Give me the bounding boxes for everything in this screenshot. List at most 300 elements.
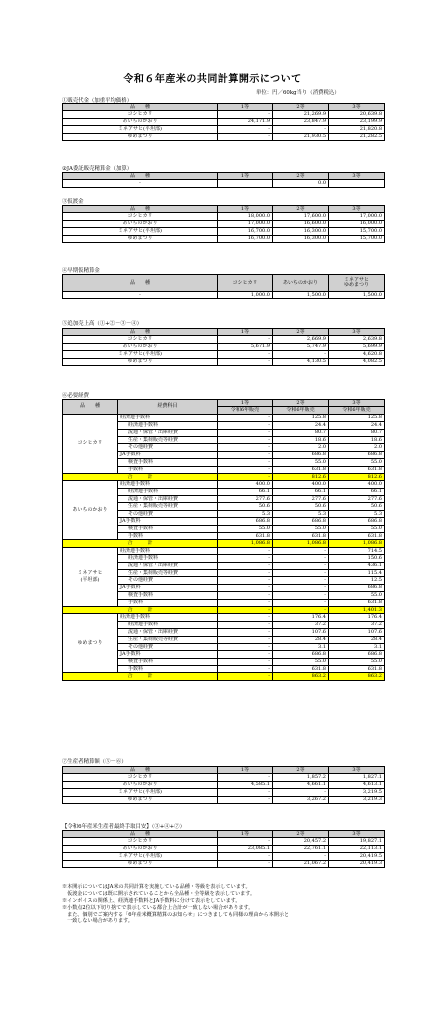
table-cell: 4,620.8 [329,351,385,358]
table-cell: - [218,673,273,680]
table-cell: - [273,569,329,576]
table-cell: - [218,599,273,606]
variety-name: コシヒカリ [63,838,218,845]
table-cell: 16,000.0 [329,220,385,227]
expense-item: 手数料 [118,599,218,606]
table-cell: - [218,569,273,576]
header-hinshu: 品 種 [63,173,218,180]
header-sub: 令和6年販売 [273,407,329,414]
variety-name-subtext: (平坦部) [80,576,100,583]
table-cell: 4,661.1 [273,781,329,788]
table-cell: 55.0 [273,459,329,466]
final-income-table [62,830,385,868]
expense-item: 手数料 [118,466,218,473]
variety-name [63,481,118,540]
table-cell: - [218,436,273,443]
expense-item: JA手数料 [118,518,218,525]
table-cell: - [218,414,273,421]
table-cell: 55.0 [329,459,385,466]
expense-item: 経済連手数料 [118,481,218,488]
table-cell: 863.2 [273,673,329,680]
table-cell: 28.4 [329,636,385,643]
table-cell: 631.8 [329,533,385,540]
table-cell: - [218,133,273,140]
ja-settlement-table [62,172,385,188]
table-row [63,796,385,803]
table-cell: 686.8 [329,451,385,458]
table-cell: 1,827.1 [329,774,385,781]
expense-item: 手数料 [118,666,218,673]
section-title: ⑥必要経費 [62,393,89,399]
section-title: ⑤追加売上高（①+②－③－④） [62,321,142,327]
table-row [63,126,385,133]
table-cell: 16,300.0 [273,235,329,242]
table-cell: 5.3 [218,510,273,517]
table-row [63,414,385,421]
table-cell: 55.0 [273,525,329,532]
table-cell: 400.0 [329,481,385,488]
unit-note: 単位：円／60kg当り（消費税込） [256,90,340,96]
table-row [63,213,385,220]
table-cell: 150.6 [329,555,385,562]
expense-item: その他経費 [118,643,218,650]
table-cell: 1,086.8 [273,540,329,547]
table-cell: 24.4 [329,422,385,429]
table-cell: 686.8 [273,651,329,658]
variety-name: あいちのかおり [63,845,218,852]
expense-item: 流通・保管・出庫経費 [118,629,218,636]
total-label: 合 計 [63,540,218,547]
table-cell: 12.5 [329,577,385,584]
expense-item: 経済連手数料 [118,555,218,562]
table-cell: 2.0 [273,444,329,451]
section-title: 【令和6年産米生産者最終手取目安】（③+④+⑦） [62,824,185,830]
expense-item: 検査手数料 [118,658,218,665]
table-cell: 17,600.0 [273,213,329,220]
table-cell: 21,282.5 [329,133,385,140]
variety-name: コシヒカリ [63,213,218,220]
footnote-line: また、個別でご案内する「6年産米概算精算のお知らせ」につきましても同様の理由から本開示と [62,911,290,918]
variety-name: あいちのかおり [63,220,218,227]
table-row [63,343,385,350]
table-cell: 4,082.5 [329,358,385,365]
table-cell: 66.1 [329,488,385,495]
table-cell: 18.6 [329,436,385,443]
footnote-line: 一致しない場合があります。 [62,918,133,925]
header-grade-1: 1等 [218,104,273,111]
table-row [63,180,385,187]
additional-sales-table [62,328,385,366]
table-cell: - [218,577,273,584]
table-cell: 23,847.9 [273,118,329,125]
table-cell: 28.4 [273,636,329,643]
table-cell: - [218,838,273,845]
header-grade-1: 1等 [218,329,273,336]
header-grade-2: 2等 [273,104,329,111]
total-label: 合 計 [63,473,218,480]
table-cell: 19,827.1 [329,838,385,845]
table-cell: - [218,422,273,429]
table-cell: - [273,577,329,584]
table-cell: 3.1 [329,643,385,650]
table-cell: 17,000.0 [218,220,273,227]
expense-item: 経済連手数料 [118,488,218,495]
table-row [63,220,385,227]
table-cell: 16,600.0 [273,220,329,227]
header-grade-2: 2等 [273,831,329,838]
table-cell: 400.0 [273,481,329,488]
variety-name-text: あいちのかおり [72,506,108,513]
table-cell: 20,639.8 [329,111,385,118]
header-hinshu: 品 種 [63,275,218,292]
header-grade-3: 3等 [329,104,385,111]
table-cell: 24.4 [273,422,329,429]
table-cell: - [218,860,273,867]
header-aichinokaori: あいちのかおり [273,275,329,292]
table-row [63,358,385,365]
header-grade-3: 3等 [329,400,385,407]
variety-name: ゆめまつり [63,796,218,803]
header-grade-2: 2等 [273,767,329,774]
table-cell: - [218,606,273,613]
table-cell: 37.2 [273,621,329,628]
section-title: ⑦生産者精算額（⑤－⑥） [62,759,127,765]
table-row [63,118,385,125]
table-cell: 55.0 [329,592,385,599]
table-cell: - [273,584,329,591]
header-sub: 令和6年販売 [329,407,385,414]
table-cell: - [218,562,273,569]
header-grade-2: 2等 [273,400,329,407]
table-cell: 277.6 [273,496,329,503]
variety-name: あいちのかおり [63,781,218,788]
variety-name: - [63,180,218,187]
table-cell: 1,500.0 [273,292,329,299]
expense-item: その他経費 [118,444,218,451]
table-cell: 21,269.9 [273,111,329,118]
table-row [63,133,385,140]
table-cell: 55.0 [218,525,273,532]
footnote-line: 仮渡金については既に開示されていることから全品種・全等級を表示しています。 [62,890,256,897]
table-cell: 686.8 [329,584,385,591]
section-title: ①販売代金（加重平均価格） [62,98,133,104]
early-settlement-table [62,274,385,299]
expense-item: JA手数料 [118,584,218,591]
table-cell: - [273,547,329,554]
variety-name: ゆめまつり [63,860,218,867]
table-cell: 5,699.9 [329,343,385,350]
table-cell: 1,857.2 [273,774,329,781]
table-cell: 107.6 [273,629,329,636]
variety-name: ミネアサヒ(平坦部) [63,853,218,860]
variety-name: ミネアサヒ(平坦部) [63,228,218,235]
expense-item: 経済連手数料 [118,614,218,621]
footnote-line: ※本開示についてはJA米の共同計算を実施している品種・等級を表示しています。 [62,884,251,890]
variety-name [63,547,118,606]
variety-name: あいちのかおり [63,118,218,125]
header-grade-3: 3等 [329,767,385,774]
table-cell: 1,086.8 [218,540,273,547]
table-cell: 176.4 [329,614,385,621]
table-cell: 3,219.3 [329,796,385,803]
table-cell: 631.8 [273,533,329,540]
table-cell: 3.1 [273,643,329,650]
table-cell: 631.8 [218,533,273,540]
sales-price-table [62,103,385,141]
table-cell: - [218,643,273,650]
table-cell: 50.6 [329,503,385,510]
variety-name [63,614,118,673]
table-cell: - [218,636,273,643]
table-cell: 66.1 [273,488,329,495]
variety-name-text: ミネアサヒ [77,569,103,576]
variety-name: ミネアサヒ(平坦部) [63,126,218,133]
expense-item: 経済連手数料 [118,547,218,554]
table-row [63,789,385,796]
table-cell: 107.6 [329,629,385,636]
table-cell: - [218,459,273,466]
table-cell: - [218,629,273,636]
table-cell: - [218,466,273,473]
table-cell: 714.5 [329,547,385,554]
table-cell: 5,747.9 [273,343,329,350]
header-grade-3: 3等 [329,206,385,213]
table-cell: 436.1 [329,562,385,569]
table-cell: 5.3 [329,510,385,517]
table-cell: - [218,774,273,781]
table-row [63,481,385,488]
total-row [63,606,385,613]
variety-name: コシヒカリ [63,774,218,781]
table-cell: 20,419.5 [329,853,385,860]
table-cell: 1,500.0 [329,292,385,299]
table-cell: - [273,606,329,613]
table-row [63,336,385,343]
table-cell: - [218,666,273,673]
table-cell: - [273,599,329,606]
table-cell: 686.8 [273,518,329,525]
expense-item: 生産・集荷販売等経費 [118,569,218,576]
table-row [63,228,385,235]
expense-item: 流通・保管・出庫経費 [118,496,218,503]
table-cell: 686.8 [273,451,329,458]
expense-item: JA手数料 [118,651,218,658]
variety-name: コシヒカリ [63,336,218,343]
expense-item: 手数料 [118,533,218,540]
table-cell: 277.6 [218,496,273,503]
table-cell: - [218,584,273,591]
table-cell: - [218,789,273,796]
table-cell: - [218,796,273,803]
expense-item: 生産・集荷販売等経費 [118,436,218,443]
table-row [63,860,385,867]
table-cell [329,180,385,187]
expense-item: 経済連手数料 [118,621,218,628]
table-cell: 686.8 [218,518,273,525]
table-cell: 812.6 [273,473,329,480]
table-cell: - [218,451,273,458]
table-cell: 2,669.9 [273,336,329,343]
variety-name: ゆめまつり [63,235,218,242]
table-cell: - [218,621,273,628]
table-cell: - [273,789,329,796]
table-cell: 277.6 [329,496,385,503]
producer-settlement-table [62,766,385,804]
variety-name: ゆめまつり [63,358,218,365]
table-cell: - [218,853,273,860]
header-grade-1: 1等 [218,173,273,180]
section-title: ③仮渡金 [62,199,84,205]
expense-item: 生産・集荷販売等経費 [118,636,218,643]
table-cell: - [218,592,273,599]
table-row [63,853,385,860]
variety-name: コシヒカリ [63,111,218,118]
table-cell: 18,000.0 [218,213,273,220]
table-cell: - [218,358,273,365]
table-cell: 686.8 [329,518,385,525]
table-cell: - [218,111,273,118]
table-cell: 631.8 [329,666,385,673]
variety-name: あいちのかおり [63,343,218,350]
header-grade-2: 2等 [273,173,329,180]
expense-item: JA手数料 [118,451,218,458]
header-hinshu: 品 種 [63,400,118,415]
table-cell: - [273,555,329,562]
table-row [63,614,385,621]
expense-item: 経済連手数料 [118,414,218,421]
header-grade-1: 1等 [218,831,273,838]
section-title: ④早期仮精算金 [62,268,100,274]
total-row [63,473,385,480]
table-cell: 21,067.2 [273,860,329,867]
expense-item: 流通・保管・出庫経費 [118,562,218,569]
table-cell: 5.3 [273,510,329,517]
header-expense-item: 経費科目 [118,400,218,415]
table-cell: 115.4 [329,569,385,576]
table-cell: 55.0 [329,658,385,665]
table-cell: 37.2 [329,621,385,628]
table-cell: - [218,547,273,554]
expense-item: 検査手数料 [118,592,218,599]
header-hinshu: 品 種 [63,767,218,774]
table-cell: 631.8 [273,466,329,473]
table-cell: - [63,292,218,299]
table-cell: 631.8 [329,466,385,473]
table-row [63,111,385,118]
table-cell: 50.6 [273,503,329,510]
table-row [63,351,385,358]
header-hinshu: 品 種 [63,206,218,213]
table-row [63,781,385,788]
table-cell: - [273,853,329,860]
table-cell: - [273,592,329,599]
header-hinshu: 品 種 [63,831,218,838]
page-title: 令和６年産米の共同計算開示について [123,74,302,85]
table-cell: - [273,126,329,133]
table-cell: 18.6 [273,436,329,443]
expense-item: 検査手数料 [118,525,218,532]
table-cell: 15,700.0 [329,235,385,242]
variety-name-text: ゆめまつり [77,639,103,646]
expense-item: 流通・保管・出庫経費 [118,429,218,436]
total-label: 合 計 [63,606,218,613]
header-grade-2: 2等 [273,329,329,336]
table-cell: 16,700.0 [218,228,273,235]
total-label: 合 計 [63,673,218,680]
variety-name: ミネアサヒ(平坦部) [63,789,218,796]
table-cell: 20,457.2 [273,838,329,845]
table-cell: - [218,444,273,451]
variety-name: ミネアサヒ(平坦部) [63,351,218,358]
variety-name-text: コシヒカリ [77,440,103,447]
table-row [63,547,385,554]
table-cell: 400.0 [218,481,273,488]
table-cell: 4,585.1 [218,781,273,788]
section-title: ②JA委託販売精算金（加算） [62,166,133,172]
table-cell: 22,113.1 [329,845,385,852]
table-cell: - [218,473,273,480]
table-cell: - [218,651,273,658]
table-cell: - [218,336,273,343]
table-cell: 5,671.9 [218,343,273,350]
table-cell: 55.0 [273,658,329,665]
provisional-payment-table [62,205,385,243]
table-cell: 4,130.5 [273,358,329,365]
variety-name: ゆめまつり [63,133,218,140]
expenses-table [62,399,385,681]
table-cell: 686.8 [329,651,385,658]
table-cell [218,180,273,187]
table-cell: 1,000.0 [218,292,273,299]
header-grade-3: 3等 [329,831,385,838]
table-cell: 15,700.0 [329,228,385,235]
table-cell: 80.7 [329,429,385,436]
table-cell: 80.7 [273,429,329,436]
table-cell: 21,930.5 [273,133,329,140]
expense-item: 検査手数料 [118,459,218,466]
table-cell: 50.6 [218,503,273,510]
table-cell: 125.8 [329,414,385,421]
expense-item: その他経費 [118,577,218,584]
table-cell: 16,700.0 [218,235,273,242]
header-koshihikari: コシヒカリ [218,275,273,292]
table-cell: 812.6 [329,473,385,480]
header-grade-1: 1等 [218,767,273,774]
table-cell: 24,171.9 [218,118,273,125]
table-cell: 23,199.9 [329,118,385,125]
table-cell: 4,613.1 [329,781,385,788]
expense-item: 生産・集荷販売等経費 [118,503,218,510]
footnotes [62,884,402,925]
table-cell: 2,639.8 [329,336,385,343]
header-grade-2: 2等 [273,206,329,213]
table-cell: - [218,351,273,358]
table-cell: 1,086.8 [329,540,385,547]
table-cell: 1,401.3 [329,606,385,613]
table-row [63,774,385,781]
table-cell: - [218,658,273,665]
table-cell: - [218,429,273,436]
table-cell: 20,419.3 [329,860,385,867]
table-cell: - [218,614,273,621]
table-cell: 125.8 [273,414,329,421]
footnote-line: ※インボイスの関係上、経済連手数料とJA手数料に分けて表示をしています。 [62,897,241,904]
table-cell: 863.2 [329,673,385,680]
header-grade-3: 3等 [329,329,385,336]
table-cell: 3,267.2 [273,796,329,803]
table-cell: - [273,562,329,569]
total-row [63,673,385,680]
